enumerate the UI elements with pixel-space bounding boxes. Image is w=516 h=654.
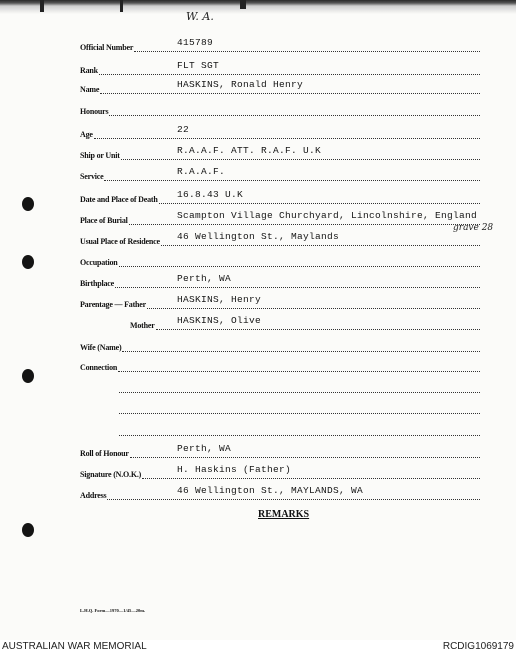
footer — [0, 640, 516, 654]
field-label: Connection — [80, 363, 118, 372]
punch-hole — [22, 523, 34, 537]
field-label: Date and Place of Death — [80, 195, 158, 204]
field-value: 16.8.43 U.K — [177, 189, 244, 200]
field-value: Perth, WA — [177, 443, 232, 454]
footer-source: AUSTRALIAN WAR MEMORIAL — [2, 641, 147, 652]
field-value: 415789 — [177, 37, 214, 48]
field-dotted-line — [100, 93, 480, 94]
field-dotted-line — [119, 392, 480, 393]
field-value: HASKINS, Olive — [177, 315, 262, 326]
field-label: Rank — [80, 66, 98, 75]
field-value: FLT SGT — [177, 60, 220, 71]
field-label: Age — [80, 130, 93, 139]
punch-hole — [22, 369, 34, 383]
field-value: 46 Wellington St., Maylands — [177, 231, 340, 242]
field-dotted-line — [147, 308, 480, 309]
field-label: Roll of Honour — [80, 449, 129, 458]
field-label: Signature (N.O.K.) — [80, 470, 142, 479]
field-value: Scampton Village Churchyard, Lincolnshire, England — [177, 210, 478, 221]
field-dotted-line — [121, 159, 480, 160]
field-dotted-line — [118, 371, 480, 372]
field-dotted-line — [134, 51, 480, 52]
field-dotted-line — [142, 478, 480, 479]
field-value: R.A.A.F. — [177, 166, 226, 177]
field-dotted-line — [122, 351, 480, 352]
form-code: L.H.Q. Form—1970—1/45—20m. — [80, 608, 146, 613]
field-dotted-line — [161, 245, 480, 246]
scan-artifact — [240, 0, 246, 9]
field-label: Service — [80, 172, 104, 181]
field-dotted-line — [107, 499, 480, 500]
scan-artifact — [120, 0, 123, 12]
field-label: Birthplace — [80, 279, 114, 288]
field-dotted-line — [159, 203, 480, 204]
field-value: 46 Wellington St., MAYLANDS, WA — [177, 485, 364, 496]
field-value: Perth, WA — [177, 273, 232, 284]
field-value: HASKINS, Ronald Henry — [177, 79, 304, 90]
punch-hole — [22, 197, 34, 211]
field-label: Address — [80, 491, 107, 500]
punch-hole — [22, 255, 34, 269]
field-value: HASKINS, Henry — [177, 294, 262, 305]
field-dotted-line — [129, 224, 480, 225]
field-value: H. Haskins (Father) — [177, 464, 292, 475]
field-label: Name — [80, 85, 100, 94]
scan-artifact — [40, 0, 44, 12]
field-dotted-line — [94, 138, 480, 139]
footer-id: RCDIG1069179 — [442, 641, 514, 652]
field-label: Place of Burial — [80, 216, 128, 225]
scan-edge — [0, 0, 516, 22]
field-label: Mother — [130, 321, 155, 330]
field-value: R.A.A.F. ATT. R.A.F. U.K — [177, 145, 322, 156]
field-dotted-line — [99, 74, 480, 75]
field-label: Wife (Name) — [80, 343, 122, 352]
field-label: Honours — [80, 107, 109, 116]
field-dotted-line — [115, 287, 480, 288]
field-label: Ship or Unit — [80, 151, 120, 160]
field-dotted-line — [119, 435, 480, 436]
handwritten-note: W. A. — [186, 10, 214, 23]
field-value: 22 — [177, 124, 190, 135]
field-dotted-line — [130, 457, 480, 458]
handwritten-grave-note: grave 28 — [453, 223, 494, 233]
field-label: Parentage — Father — [80, 300, 147, 309]
field-dotted-line — [119, 266, 480, 267]
field-label: Official Number — [80, 43, 134, 52]
field-label: Occupation — [80, 258, 118, 267]
field-dotted-line — [156, 329, 480, 330]
field-label: Usual Place of Residence — [80, 237, 160, 246]
field-dotted-line — [104, 180, 480, 181]
remarks-heading: REMARKS — [258, 509, 310, 520]
field-dotted-line — [119, 413, 480, 414]
field-dotted-line — [109, 115, 480, 116]
